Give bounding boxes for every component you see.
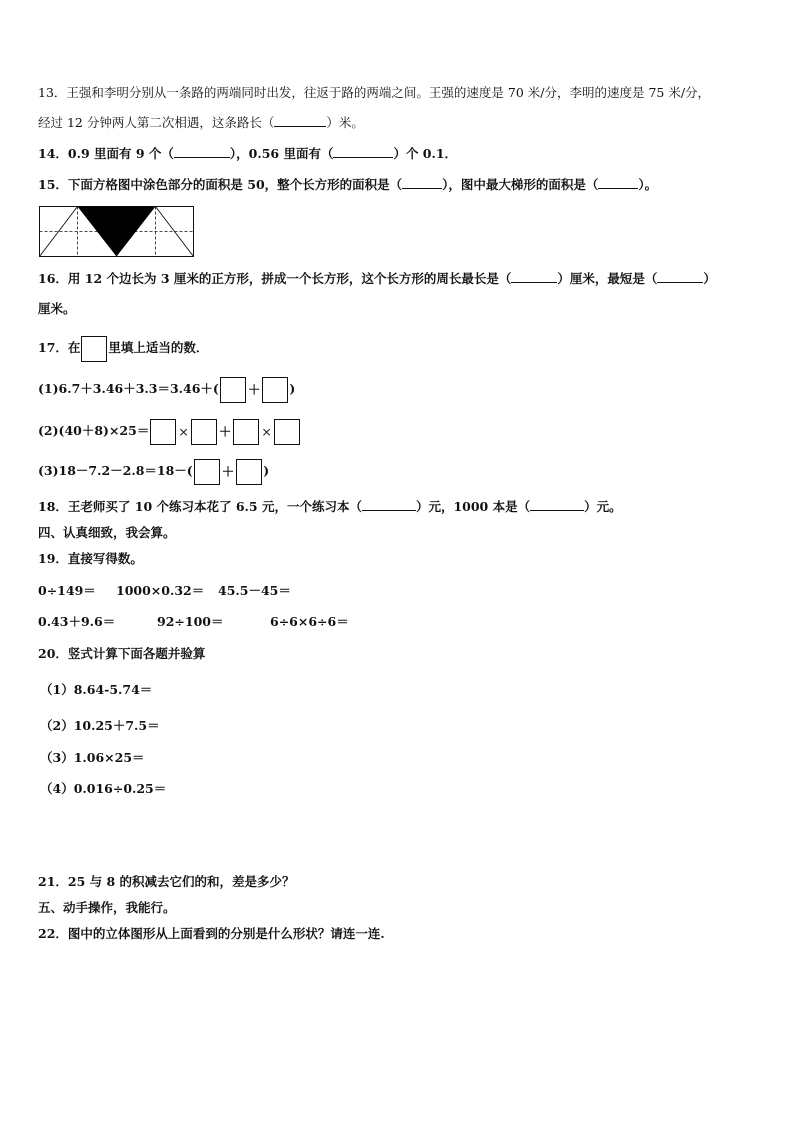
q13-line1: 13．王强和李明分别从一条路的两端同时出发，往返于路的两端之间。王强的速度是 70 米/分，李明的速度是 75 米/分， <box>38 85 711 100</box>
q20-item-2: （2）10.25＋7.5＝ <box>40 718 160 733</box>
q18-line <box>38 499 622 515</box>
q20-item-4: （4）0.016÷0.25＝ <box>40 781 167 796</box>
q20-item-3: （3）1.06×25＝ <box>40 750 145 765</box>
shaded-triangle <box>78 207 156 257</box>
q13-line2 <box>38 115 364 131</box>
q17-p1-plus: ＋ <box>247 381 261 397</box>
q15-grid-figure <box>39 206 195 262</box>
q20-item-1: （1）8.64-5.74＝ <box>40 682 153 697</box>
q14-blank-1[interactable] <box>174 146 230 158</box>
section-4-heading: 四、认真细致，我会算。 <box>38 525 176 540</box>
q17-p2-text: (2)(40＋8)×25＝ <box>38 423 150 438</box>
q13-text-a: 经过 12 分钟两人第二次相遇，这条路长（ <box>38 115 275 130</box>
q17-p2-box-3[interactable] <box>233 419 259 445</box>
q15-blank-2[interactable] <box>598 177 638 189</box>
q14-text-c: ）个 0.1． <box>393 146 458 161</box>
q19-title: 19．直接写得数。 <box>38 551 143 566</box>
q17-intro-b: 里填上适当的数． <box>108 340 209 355</box>
q18-text-c: ）元。 <box>584 499 622 514</box>
q14-line <box>38 146 457 162</box>
q18-blank-1[interactable] <box>362 499 416 511</box>
q17-p2-plus: ＋ <box>218 423 232 439</box>
q17-p2-times-1: × <box>178 423 189 439</box>
q16-text-b: ）厘米，最短是（ <box>557 271 658 286</box>
q17-p3-text: (3)18－7.2－2.8＝18－( <box>38 463 193 478</box>
q16-blank-2[interactable] <box>657 271 703 283</box>
q17-p3-close: ) <box>263 463 270 478</box>
q17-p1-box-2[interactable] <box>262 377 288 403</box>
q13-answer-blank[interactable] <box>274 115 326 127</box>
q17-p1-close: ) <box>289 381 296 396</box>
q17-sample-box <box>81 336 107 362</box>
q15-line <box>38 177 657 193</box>
q16-text-a: 16．用 12 个边长为 3 厘米的正方形，拼成一个长方形，这个长方形的周长最长是（ <box>38 271 512 286</box>
q15-text-c: ）。 <box>638 177 658 192</box>
q21-text: 21．25 与 8 的积减去它们的和，差是多少？ <box>38 874 295 889</box>
q17-p2-times-2: × <box>261 423 272 439</box>
q18-blank-2[interactable] <box>530 499 584 511</box>
q16-line1 <box>38 271 716 287</box>
q17-intro-a: 17．在 <box>38 340 81 355</box>
q19-item-1: 0÷149＝ <box>38 583 96 598</box>
q18-text-a: 18．王老师买了 10 个练习本花了 6.5 元，一个练习本（ <box>38 499 362 514</box>
q16-text-c: ） <box>703 271 716 286</box>
q14-text-b: ），0.56 里面有（ <box>229 146 334 161</box>
q17-p1-text: (1)6.7＋3.46＋3.3＝3.46＋( <box>38 381 219 396</box>
q17-p3-box-1[interactable] <box>194 459 220 485</box>
q19-item-2: 1000×0.32＝ <box>116 583 205 598</box>
q17-p2-box-4[interactable] <box>274 419 300 445</box>
q14-blank-2[interactable] <box>333 146 393 158</box>
q19-item-3: 45.5－45＝ <box>218 583 291 598</box>
q17-part1 <box>38 375 295 403</box>
section-5-heading: 五、动手操作，我能行。 <box>38 900 176 915</box>
q15-grid-svg <box>39 206 195 258</box>
q13-text-b: ）米。 <box>326 115 364 130</box>
q15-text-a: 15．下面方格图中涂色部分的面积是 50，整个长方形的面积是（ <box>38 177 403 192</box>
q17-p1-box-1[interactable] <box>220 377 246 403</box>
q16-line2: 厘米。 <box>38 301 76 316</box>
q17-part3 <box>38 457 269 485</box>
q20-title: 20．竖式计算下面各题并验算 <box>38 646 206 661</box>
q19-item-5: 92÷100＝ <box>157 614 224 629</box>
q14-text-a: 14．0.9 里面有 9 个（ <box>38 146 174 161</box>
q19-item-4: 0.43＋9.6＝ <box>38 614 116 629</box>
q17-intro <box>38 334 208 362</box>
q18-text-b: ）元，1000 本是（ <box>415 499 531 514</box>
q16-blank-1[interactable] <box>511 271 557 283</box>
q22-text: 22．图中的立体图形从上面看到的分别是什么形状？请连一连. <box>38 926 385 941</box>
q15-blank-1[interactable] <box>402 177 442 189</box>
q19-item-6: 6÷6×6÷6＝ <box>270 614 349 629</box>
q15-text-b: ），图中最大梯形的面积是（ <box>442 177 599 192</box>
q17-p2-box-2[interactable] <box>191 419 217 445</box>
q17-p3-plus: ＋ <box>221 463 235 479</box>
q17-p3-box-2[interactable] <box>236 459 262 485</box>
q17-part2 <box>38 417 301 445</box>
q17-p2-box-1[interactable] <box>150 419 176 445</box>
